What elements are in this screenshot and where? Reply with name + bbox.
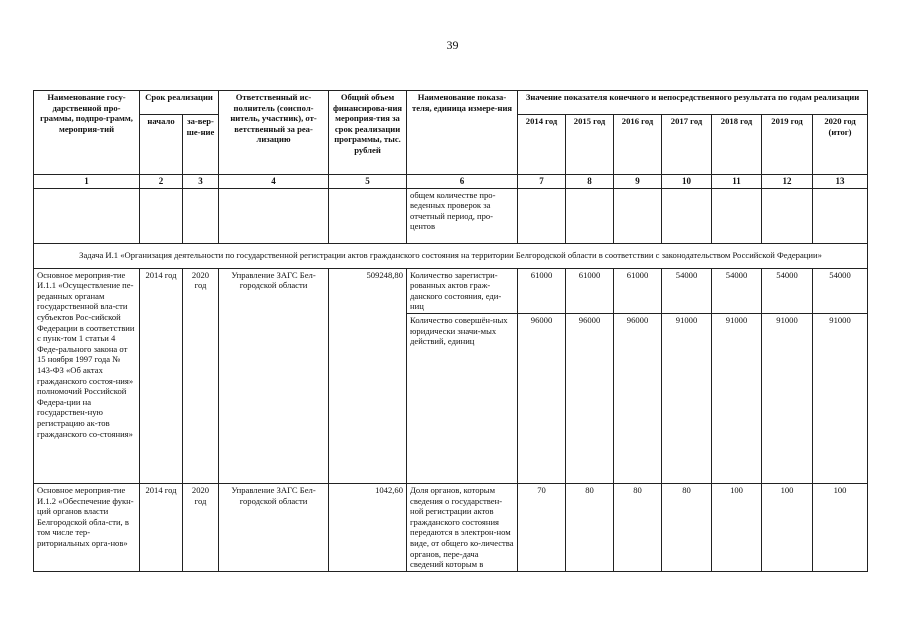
header-term-start: начало bbox=[140, 115, 183, 175]
column-number: 7 bbox=[518, 175, 566, 189]
event-volume: 509248,80 bbox=[329, 268, 407, 483]
header-year: 2015 год bbox=[566, 115, 614, 175]
column-number: 12 bbox=[762, 175, 813, 189]
indicator-value: 100 bbox=[762, 483, 813, 571]
indicator-value: 96000 bbox=[518, 313, 566, 483]
column-number: 3 bbox=[183, 175, 219, 189]
indicator-value: 80 bbox=[614, 483, 662, 571]
header-term: Срок реализации bbox=[140, 91, 219, 115]
task-title: Задача И.1 «Организация деятельности по государственной регистрации актов гражданского состояния на территории Белгородской области в соответствии с законодательством Российской Федерации» bbox=[34, 243, 868, 268]
header-year: 2014 год bbox=[518, 115, 566, 175]
indicator-value: 61000 bbox=[566, 268, 614, 313]
header-program-name: Наименование госу-дарственной про-граммы, подпро-грамм, мероприя-тий bbox=[34, 91, 140, 175]
event-name: Основное мероприя-тие И.1.1 «Осуществление пе-реданных органам государственной вла-сти субъектов Рос-сийской Федерации в соответствии с пунк-том 1 статьи 4 Феде-рального закона от 15 ноября 1997 года № 143-ФЗ «Об актах гражданского состоя-ния» полномочий Российской Федера-ции на государствен-ную регистрацию ак-тов гражданского со-стояния» bbox=[34, 268, 140, 483]
column-number: 1 bbox=[34, 175, 140, 189]
indicator-name: Количество зарегистри-рованных актов граж-данского состояния, еди-ниц bbox=[407, 268, 518, 313]
indicator-value: 91000 bbox=[813, 313, 868, 483]
indicator-value: 91000 bbox=[662, 313, 712, 483]
event-end: 2020 год bbox=[183, 483, 219, 571]
column-number: 9 bbox=[614, 175, 662, 189]
column-number: 13 bbox=[813, 175, 868, 189]
column-number: 5 bbox=[329, 175, 407, 189]
header-indicator: Наименование показа-теля, единица измере-ния bbox=[407, 91, 518, 175]
indicator-value: 54000 bbox=[662, 268, 712, 313]
column-number: 10 bbox=[662, 175, 712, 189]
continuation-indicator: общем количестве про-веденных проверок за отчетный период, про-центов bbox=[407, 188, 518, 243]
header-values-title: Значение показателя конечного и непосредственного результата по годам реализации bbox=[518, 91, 868, 115]
header-year: 2018 год bbox=[712, 115, 762, 175]
event-responsible: Управление ЗАГС Бел-городской области bbox=[219, 483, 329, 571]
header-year: 2016 год bbox=[614, 115, 662, 175]
column-number: 11 bbox=[712, 175, 762, 189]
indicator-value: 54000 bbox=[762, 268, 813, 313]
header-responsible: Ответственный ис-полнитель (соиспол-нитель, участник), от-ветственный за реа-лизацию bbox=[219, 91, 329, 175]
indicator-value: 100 bbox=[813, 483, 868, 571]
header-year: 2019 год bbox=[762, 115, 813, 175]
indicator-value: 100 bbox=[712, 483, 762, 571]
header-year: 2017 год bbox=[662, 115, 712, 175]
column-number: 4 bbox=[219, 175, 329, 189]
event-start: 2014 год bbox=[140, 483, 183, 571]
indicator-name: Количество совершён-ных юридически значи-мых действий, единиц bbox=[407, 313, 518, 483]
indicator-value: 61000 bbox=[614, 268, 662, 313]
event-end: 2020 год bbox=[183, 268, 219, 483]
indicator-value: 91000 bbox=[712, 313, 762, 483]
indicator-name: Доля органов, которым сведения о государствен-ной регистрации актов гражданского состояния передаются в электрон-ном виде, от общего ко-личества органов, пере-дача сведений которым в bbox=[407, 483, 518, 571]
event-start: 2014 год bbox=[140, 268, 183, 483]
event-responsible: Управление ЗАГС Бел-городской области bbox=[219, 268, 329, 483]
indicator-value: 91000 bbox=[762, 313, 813, 483]
column-number: 2 bbox=[140, 175, 183, 189]
program-table bbox=[33, 90, 868, 572]
indicator-value: 80 bbox=[566, 483, 614, 571]
indicator-value: 54000 bbox=[712, 268, 762, 313]
column-number: 8 bbox=[566, 175, 614, 189]
header-term-end: за-вер-ше-ние bbox=[183, 115, 219, 175]
page-number: 39 bbox=[446, 38, 459, 52]
header-year: 2020 год (итог) bbox=[813, 115, 868, 175]
column-number: 6 bbox=[407, 175, 518, 189]
event-name: Основное мероприя-тие И.1.2 «Обеспечение фукн-ций органов власти Белгородской обла-сти, в том числе тер-риториальных орга-нов» bbox=[34, 483, 140, 571]
indicator-value: 54000 bbox=[813, 268, 868, 313]
indicator-value: 70 bbox=[518, 483, 566, 571]
event-volume: 1042,60 bbox=[329, 483, 407, 571]
indicator-value: 96000 bbox=[614, 313, 662, 483]
indicator-value: 61000 bbox=[518, 268, 566, 313]
header-volume: Общий объем финансирова-ния мероприя-тия за срок реализации программы, тыс. рублей bbox=[329, 91, 407, 175]
indicator-value: 80 bbox=[662, 483, 712, 571]
indicator-value: 96000 bbox=[566, 313, 614, 483]
